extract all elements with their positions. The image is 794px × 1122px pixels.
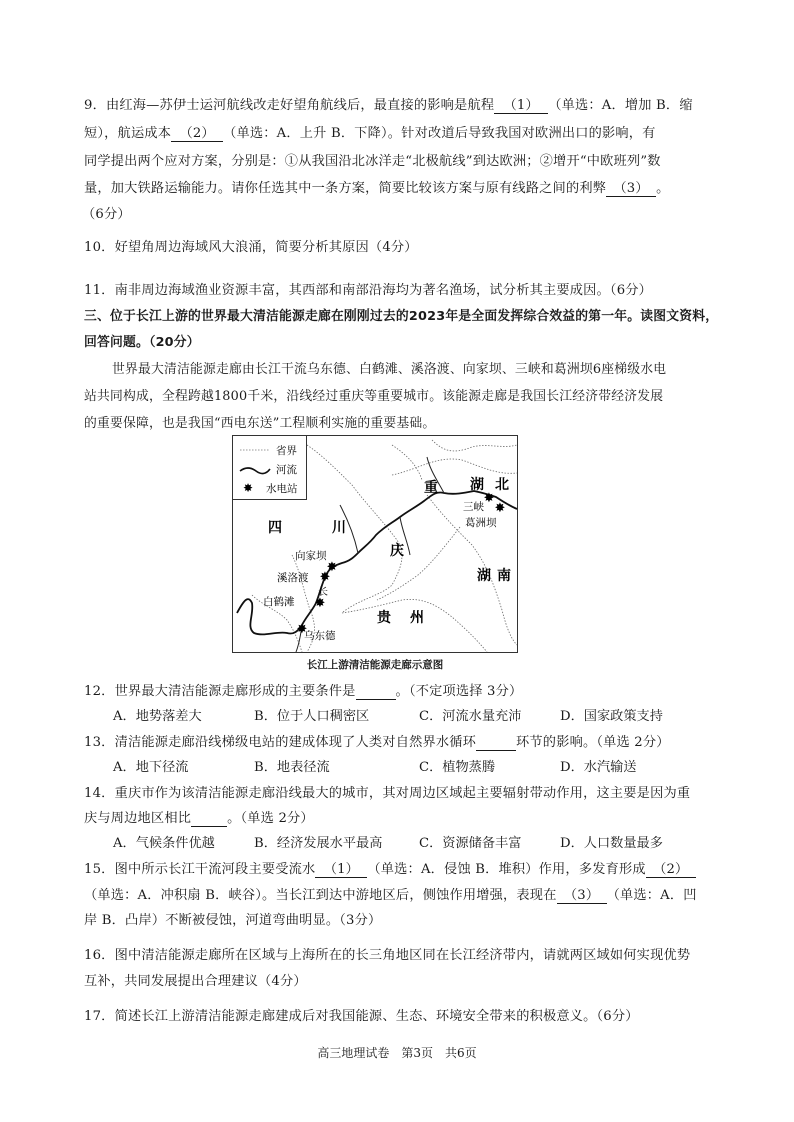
station-wudongde-icon: ✸ [296,622,308,637]
q12-option-d[interactable]: D．国家政策支持 [560,709,663,724]
q13-option-a[interactable]: A．地下径流 [113,760,189,775]
q9-blank-2[interactable]: （2） [171,127,223,142]
province-sichuan-1: 四 [268,520,282,536]
q10-text: 10．好望角周边海域风大浪涌，简要分析其原因（4分） [84,240,418,255]
passage-line-2: 站共同构成，全程跨越1800千米，沿线经过重庆等重要城市。该能源走廊是我国长江经济带经济发展 [84,389,664,404]
q17-text: 17．简述长江上游清洁能源走廊建成后对我国能源、生态、环境安全带来的积极意义。（6分） [84,1009,639,1024]
q15-blank-3[interactable]: （3） [557,889,607,904]
q12-blank[interactable] [356,685,396,700]
province-guizhou-1: 贵 [377,610,391,626]
q9-blank-1[interactable]: （1） [494,99,548,114]
station-wudongde-label: 乌东德 [304,630,336,642]
passage-line-3: 的重要保障，也是我国“西电东送”工程顺利实施的重要基础。 [84,416,436,431]
q15-line-1: 15．图中所示长江干流河段主要受流水 （1） （单选：A．侵蚀 B．堆积）作用，多发育形成 （2） [84,858,696,878]
q15-blank-2[interactable]: （2） [646,863,696,878]
province-hubei-2: 北 [495,477,509,493]
q14-option-b[interactable]: B．经济发展水平最高 [254,836,383,851]
station-xiangjiaba-icon: ✸ [326,560,338,575]
station-gezhouba-icon: ✸ [494,501,506,516]
q9-blank-3[interactable]: （3） [606,182,656,197]
q13-option-c[interactable]: C．植物蒸腾 [419,760,496,775]
station-xiangjiaba-label: 向家坝 [295,550,327,562]
q14-blank[interactable] [191,812,227,827]
q9-line-4: 量，加大铁路运输能力。请你任选其中一条方案，简要比较该方案与原有线路之间的利弊 （3） 。 [84,181,670,196]
q13-blank[interactable] [476,736,516,751]
page-footer: 高三地理试卷 第3页 共6页 [317,1046,477,1060]
section3-heading-line-2: 回答问题。（20分） [84,335,200,350]
province-guizhou-2: 州 [410,610,424,626]
q14-option-c[interactable]: C．资源储备丰富 [419,836,522,851]
q14-line-2: 庆与周边地区相比 。（单选 2分） [84,811,314,826]
q9-line-3: 同学提出两个应对方案，分别是：①从我国沿北冰洋走“北极航线”到达欧洲；②增开“中欧班列”数 [84,154,661,169]
q16-line-1: 16．图中清洁能源走廊所在区域与上海所在的长三角地区同在长江经济带内，请就两区域如何实现优势 [84,948,691,963]
map-caption: 长江上游清洁能源走廊示意图 [306,659,444,671]
q13-option-d[interactable]: D．水汽输送 [560,760,637,775]
station-baihetan-label: 白鹤滩 [263,596,295,608]
q9-line-2: 短），航运成本 （2） （单选：A．上升 B．下降）。针对改道后导致我国对欧洲出口的影响，有 [84,126,656,141]
station-baihetan-icon: ✸ [314,596,326,611]
q14-line-1: 14．重庆市作为该清洁能源走廊沿线最大的城市，其对周边区域起主要辐射带动作用，这主要是因为重 [84,786,691,801]
q11-text: 11．南非周边海域渔业资源丰富，其西部和南部沿海均为著名渔场，试分析其主要成因。（6分） [84,283,653,298]
legend-boundary-label: 省界 [276,445,297,457]
q12-option-b[interactable]: B．位于人口稠密区 [254,709,370,724]
section3-heading-line-1: 三、位于长江上游的世界最大清洁能源走廊在刚刚过去的2023年是全面发挥综合效益的第一年。读图文资料， [84,309,719,324]
legend-station-label: 水电站 [266,483,298,495]
province-hubei-1: 湖 [470,477,484,493]
station-sanxia-label: 三峡 [463,501,484,513]
q13-stem: 13．清洁能源走廊沿线梯级电站的建成体现了人类对自然界水循环 环节的影响。（单选 2分） [84,735,670,750]
legend-station-icon: ✸ [242,481,254,495]
province-hunan: 湖南 [477,568,517,584]
q15-line-2: （单选：A．冲积扇 B．峡谷）。当长江到达中游地区后，侧蚀作用增强，表现在 （3） （单选：A．凹 [84,888,697,903]
legend-river-label: 河流 [276,464,297,476]
province-chongqing-1: 重 [424,480,438,496]
station-xiluodu-label: 溪洛渡 [277,572,309,584]
q12-option-c[interactable]: C．河流水量充沛 [419,709,522,724]
q9-line-1: 9．由红海—苏伊士运河航线改走好望角航线后，最直接的影响是航程 （1） （单选：A．增加 B．缩 [84,98,693,113]
province-chongqing-2: 庆 [390,543,404,559]
q15-blank-1[interactable]: （1） [315,863,367,878]
station-xiluodu-icon: ✸ [319,570,331,585]
station-sanxia-icon: ✸ [483,491,495,506]
q13-option-b[interactable]: B．地表径流 [254,760,330,775]
passage-line-1: 世界最大清洁能源走廊由长江干流乌东德、白鹤滩、溪洛渡、向家坝、三峡和葛洲坝6座梯级水电 [112,362,667,377]
q14-option-a[interactable]: A．气候条件优越 [113,836,215,851]
q16-line-2: 互补，共同发展提出合理建议（4分） [84,974,307,989]
q12-option-a[interactable]: A．地势落差大 [113,709,202,724]
province-sichuan-2: 川 [332,520,346,536]
yangtze-map [232,435,518,653]
q15-line-3: 岸 B．凸岸）不断被侵蚀，河道弯曲明显。（3分） [84,913,382,928]
q14-option-d[interactable]: D．人口数量最多 [560,836,663,851]
q9-score: （6分） [82,207,131,222]
yangtze-label: 长 [318,587,328,598]
station-gezhouba-label: 葛洲坝 [465,517,497,529]
q12-stem: 12．世界最大清洁能源走廊形成的主要条件是 。（不定项选择 3分） [84,684,523,699]
